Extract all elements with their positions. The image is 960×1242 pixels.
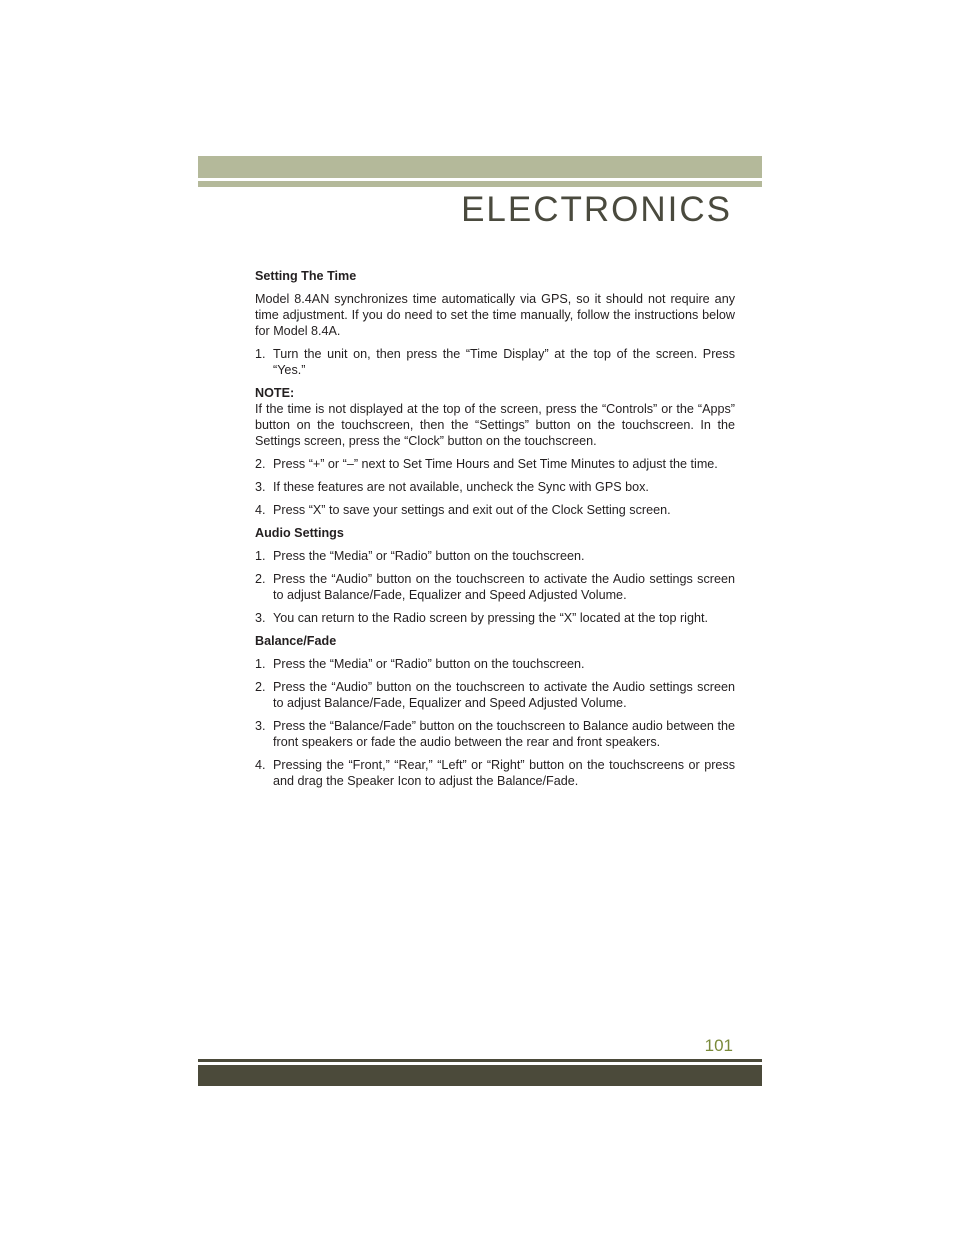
list-item bbox=[255, 346, 735, 378]
step-text: Turn the unit on, then press the “Time Display” at the top of the screen. Press “Yes.” bbox=[273, 347, 735, 377]
step-number: 2. bbox=[255, 572, 266, 586]
step-number: 1. bbox=[255, 549, 266, 563]
step-number: 4. bbox=[255, 503, 266, 517]
list-item bbox=[255, 656, 735, 672]
step-text: Pressing the “Front,” “Rear,” “Left” or “Right” button on the touchscreens or press and drag the Speaker Icon to adjust the Balance/Fade. bbox=[273, 758, 735, 788]
step-text: Press the “Media” or “Radio” button on the touchscreen. bbox=[273, 549, 585, 563]
list-item bbox=[255, 610, 735, 626]
heading-balance-fade: Balance/Fade bbox=[255, 634, 337, 648]
step-text: Press the “Audio” button on the touchscreen to activate the Audio settings screen to adjust Balance/Fade, Equalizer and Speed Adjusted Volume. bbox=[273, 680, 735, 710]
heading-audio-settings: Audio Settings bbox=[255, 526, 344, 540]
step-number: 3. bbox=[255, 719, 266, 733]
step-text: You can return to the Radio screen by pressing the “X” located at the top right. bbox=[273, 611, 708, 625]
footer-rule bbox=[198, 1059, 762, 1062]
balance-steps bbox=[255, 656, 735, 789]
list-item bbox=[255, 679, 735, 711]
page-content bbox=[255, 268, 735, 796]
step-text: Press the “Audio” button on the touchscreen to activate the Audio settings screen to adjust Balance/Fade, Equalizer and Speed Adjusted Volume. bbox=[273, 572, 735, 602]
list-item bbox=[255, 502, 735, 518]
note-label: NOTE: bbox=[255, 386, 295, 400]
step-text: If these features are not available, uncheck the Sync with GPS box. bbox=[273, 480, 649, 494]
footer-bar bbox=[198, 1065, 762, 1086]
step-number: 3. bbox=[255, 611, 266, 625]
header-rule bbox=[198, 181, 762, 187]
list-item bbox=[255, 456, 735, 472]
list-item bbox=[255, 757, 735, 789]
step-number: 1. bbox=[255, 657, 266, 671]
note-text: If the time is not displayed at the top of the screen, press the “Controls” or the “Apps” button on the touchscreen, then the “Settings” button on the touchscreen. In the Settings screen, press the “Clock” button on the touchscreen. bbox=[255, 402, 735, 448]
step-number: 3. bbox=[255, 480, 266, 494]
section-title: ELECTRONICS bbox=[461, 190, 732, 229]
time-intro-paragraph: Model 8.4AN synchronizes time automatically via GPS, so it should not require any time adjustment. If you do need to set the time manually, follow the instructions below for Model 8.4A. bbox=[255, 292, 735, 338]
step-number: 2. bbox=[255, 457, 266, 471]
step-text: Press the “Balance/Fade” button on the touchscreen to Balance audio between the front speakers or fade the audio between the rear and front speakers. bbox=[273, 719, 735, 749]
step-number: 2. bbox=[255, 680, 266, 694]
step-text: Press “+” or “–” next to Set Time Hours and Set Time Minutes to adjust the time. bbox=[273, 457, 718, 471]
step-number: 1. bbox=[255, 347, 266, 361]
time-steps-part2 bbox=[255, 456, 735, 518]
step-text: Press the “Media” or “Radio” button on the touchscreen. bbox=[273, 657, 585, 671]
time-steps-part1 bbox=[255, 346, 735, 378]
list-item bbox=[255, 548, 735, 564]
list-item bbox=[255, 718, 735, 750]
heading-setting-the-time: Setting The Time bbox=[255, 269, 357, 283]
audio-steps bbox=[255, 548, 735, 626]
header-bar bbox=[198, 156, 762, 178]
step-text: Press “X” to save your settings and exit out of the Clock Setting screen. bbox=[273, 503, 671, 517]
step-number: 4. bbox=[255, 758, 266, 772]
list-item bbox=[255, 479, 735, 495]
list-item bbox=[255, 571, 735, 603]
page-number: 101 bbox=[704, 1036, 733, 1055]
